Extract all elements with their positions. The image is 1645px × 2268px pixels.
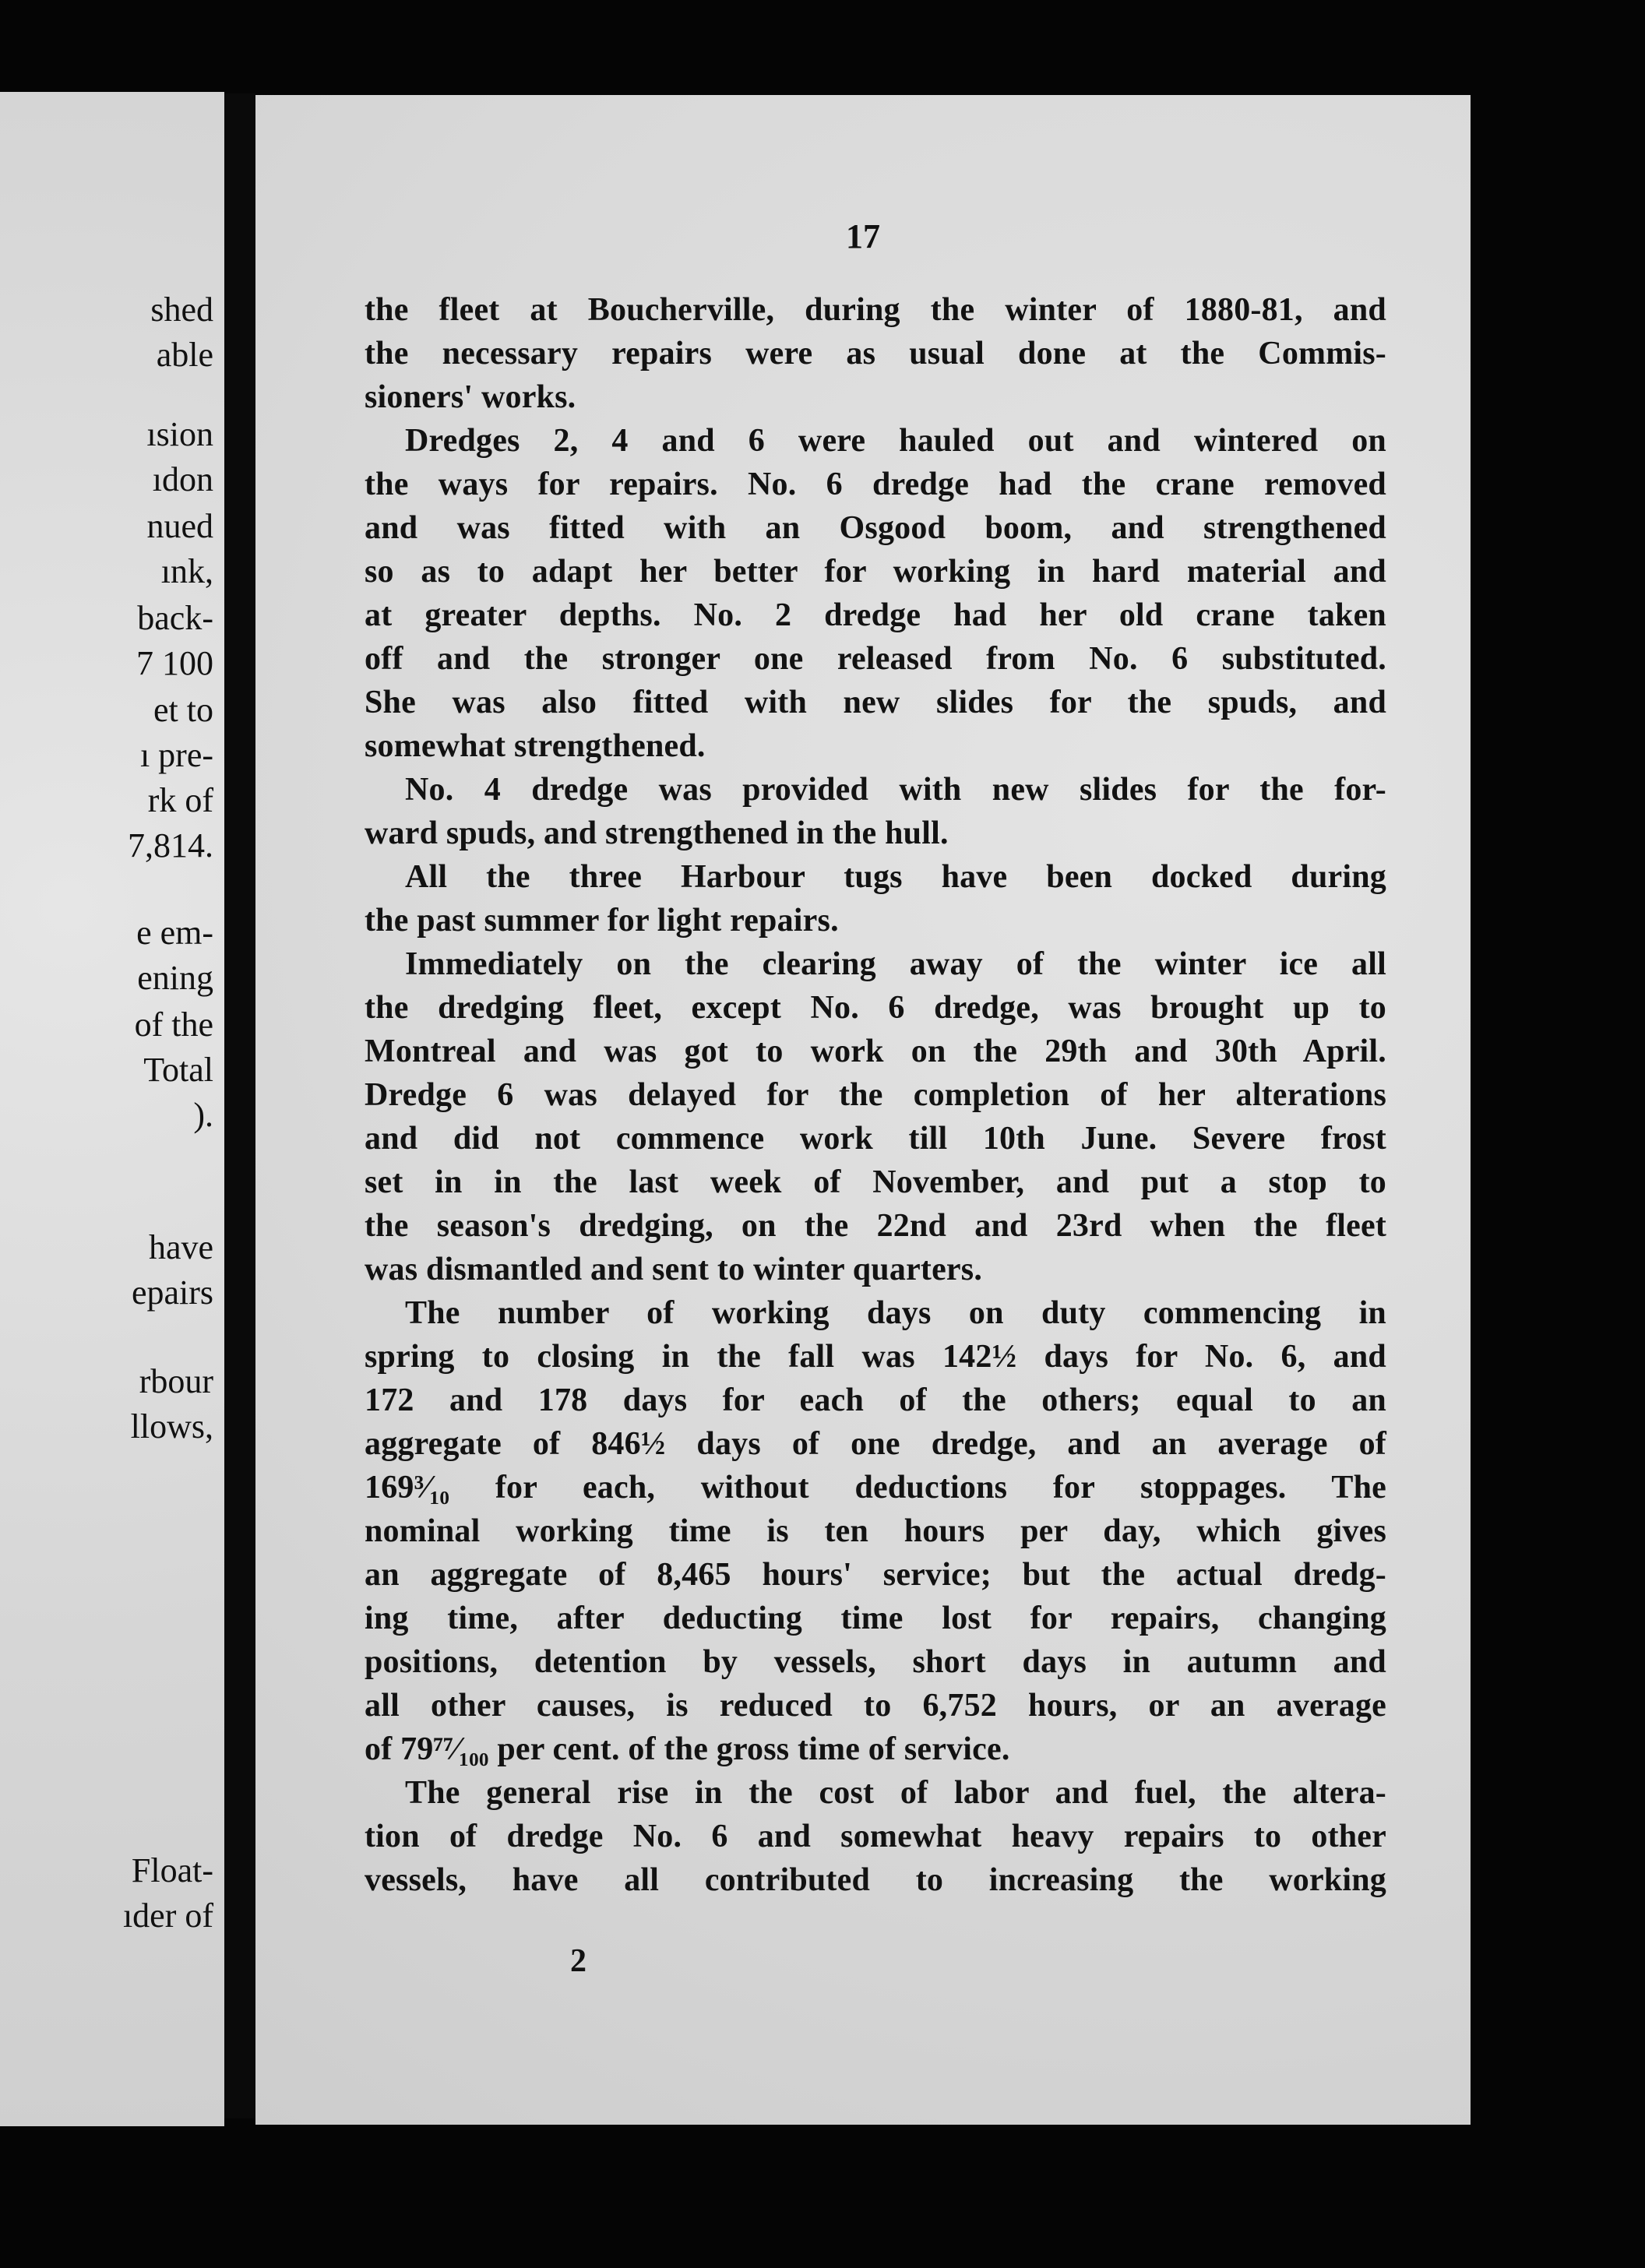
left-fragment: ıdon xyxy=(152,460,213,498)
left-fragment: 7,814. xyxy=(128,826,213,865)
text-line: No. 4 dredge was provided with new slides for the for- xyxy=(405,772,1386,808)
text-line: nominal working time is ten hours per day, which gives xyxy=(365,1513,1386,1549)
left-fragment: ısion xyxy=(146,415,213,453)
text-line: ing time, after deducting time lost for repairs, changing xyxy=(365,1601,1386,1636)
left-fragment: ı pre- xyxy=(139,736,213,774)
left-fragment: back- xyxy=(137,599,213,637)
text-line: spring to closing in the fall was 142½ days for No. 6, and xyxy=(365,1339,1386,1375)
left-fragment: 7 100 xyxy=(136,644,213,682)
text-line: Montreal and was got to work on the 29th and 30th April. xyxy=(365,1034,1386,1069)
left-fragment: have xyxy=(148,1228,213,1266)
left-fragment: et to xyxy=(153,691,213,729)
left-fragment: e em- xyxy=(136,914,213,952)
left-page xyxy=(0,92,224,2126)
signature-mark: 2 xyxy=(570,1943,586,1979)
text-line: She was also fitted with new slides for the spuds, and xyxy=(365,685,1386,720)
text-line: tion of dredge No. 6 and somewhat heavy repairs to other xyxy=(365,1819,1386,1854)
right-page xyxy=(255,95,1471,2125)
text-line: aggregate of 846½ days of one dredge, and an average of xyxy=(365,1426,1386,1462)
text-line: Immediately on the clearing away of the winter ice all xyxy=(405,946,1386,982)
text-line: the past summer for light repairs. xyxy=(365,903,839,939)
left-fragment: ). xyxy=(193,1096,213,1134)
left-fragment: rbour xyxy=(139,1362,213,1400)
text-line: the necessary repairs were as usual done at the Commis- xyxy=(365,336,1386,372)
text-line: all other causes, is reduced to 6,752 hours, or an average xyxy=(365,1688,1386,1724)
text-line: the fleet at Boucherville, during the winter of 1880-81, and xyxy=(365,292,1386,328)
text-line: and was fitted with an Osgood boom, and strengthened xyxy=(365,510,1386,546)
book-spine xyxy=(224,93,255,2118)
left-fragment: nued xyxy=(146,507,213,545)
text-line: sioners' works. xyxy=(365,379,576,415)
text-line: vessels, have all contributed to increasing the working xyxy=(365,1862,1386,1898)
left-fragment: of the xyxy=(134,1005,213,1044)
text-line: at greater depths. No. 2 dredge had her old crane taken xyxy=(365,597,1386,633)
text-line: the dredging fleet, except No. 6 dredge, was brought up to xyxy=(365,990,1386,1026)
left-fragment: ınk, xyxy=(160,552,213,590)
text-line: of 79⁷⁷⁄₁₀₀ per cent. of the gross time of service. xyxy=(365,1731,1010,1767)
text-line: 172 and 178 days for each of the others; equal to an xyxy=(365,1382,1386,1418)
left-fragment: Float- xyxy=(131,1851,213,1889)
text-line: The number of working days on duty commencing in xyxy=(405,1295,1386,1331)
text-line: All the three Harbour tugs have been docked during xyxy=(405,859,1386,895)
left-fragment: ening xyxy=(137,959,213,997)
left-fragment: Total xyxy=(143,1051,213,1089)
text-line: ward spuds, and strengthened in the hull. xyxy=(365,815,949,851)
text-line: was dismantled and sent to winter quarters. xyxy=(365,1252,983,1287)
left-fragment: llows, xyxy=(130,1407,213,1446)
text-line: the season's dredging, on the 22nd and 23rd when the fleet xyxy=(365,1208,1386,1244)
left-fragment: rk of xyxy=(147,781,213,819)
text-line: Dredges 2, 4 and 6 were hauled out and wintered on xyxy=(405,423,1386,459)
text-line: The general rise in the cost of labor and fuel, the altera- xyxy=(405,1775,1386,1811)
text-line: the ways for repairs. No. 6 dredge had the crane removed xyxy=(365,467,1386,502)
text-line: so as to adapt her better for working in hard material and xyxy=(365,554,1386,590)
text-line: 169³⁄₁₀ for each, without deductions for stoppages. The xyxy=(365,1470,1386,1506)
text-line: set in in the last week of November, and put a stop to xyxy=(365,1164,1386,1200)
left-fragment: epairs xyxy=(131,1273,213,1312)
left-fragment: shed xyxy=(150,291,213,329)
left-fragment: able xyxy=(156,336,213,374)
text-line: an aggregate of 8,465 hours' service; but the actual dredg- xyxy=(365,1557,1386,1593)
text-line: somewhat strengthened. xyxy=(365,728,706,764)
text-line: Dredge 6 was delayed for the completion of her alterations xyxy=(365,1077,1386,1113)
text-line: off and the stronger one released from No. 6 substituted. xyxy=(365,641,1386,677)
text-line: positions, detention by vessels, short days in autumn and xyxy=(365,1644,1386,1680)
text-line: and did not commence work till 10th June. Severe frost xyxy=(365,1121,1386,1157)
page-number: 17 xyxy=(846,217,880,255)
left-fragment: ıder of xyxy=(122,1896,213,1935)
